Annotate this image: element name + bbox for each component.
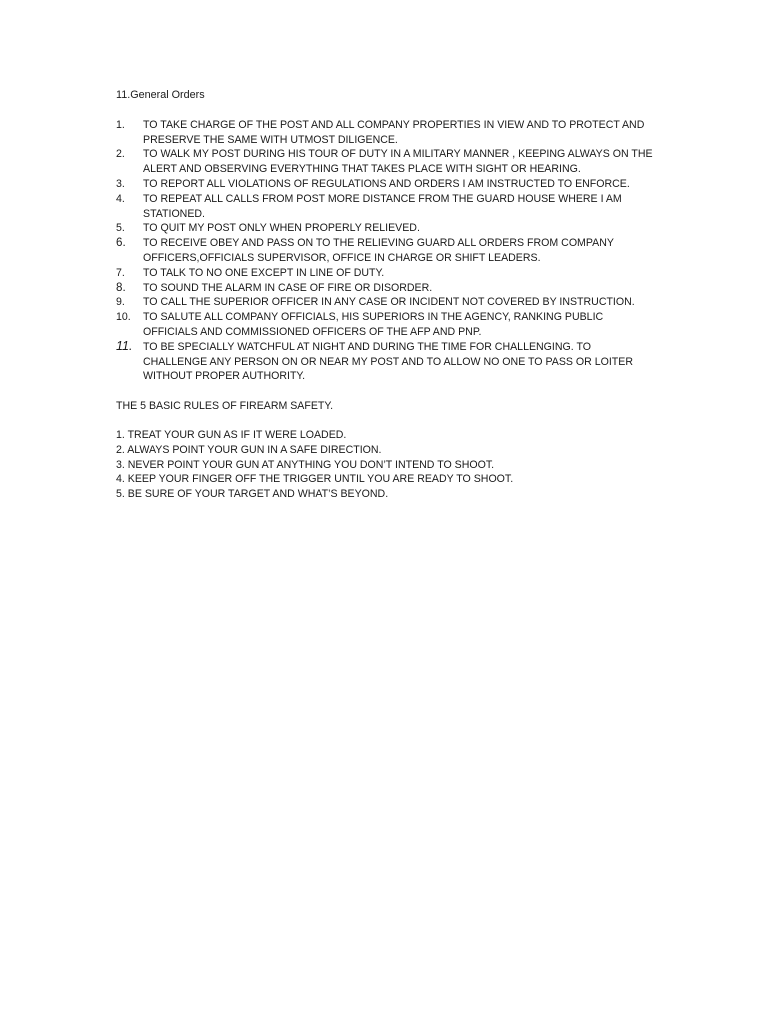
order-number: 4. [116,192,125,205]
document-body [116,88,656,502]
firearm-rule-item: 2. ALWAYS POINT YOUR GUN IN A SAFE DIRECTION. [116,443,382,456]
firearm-rule-item: 1. TREAT YOUR GUN AS IF IT WERE LOADED. [116,428,347,441]
general-order-item [116,118,656,148]
general-order-item [116,147,656,177]
order-text: TO RECEIVE OBEY AND PASS ON TO THE RELIEVING GUARD ALL ORDERS FROM COMPANY OFFICERS,OFFICIALS SUPERVISOR, OFFICE IN CHARGE OR SHIFT LEADERS. [143,237,614,264]
general-order-item [116,236,656,266]
order-number: 5. [116,222,125,235]
document-title: 11.General Orders [116,89,205,101]
order-text: TO SALUTE ALL COMPANY OFFICIALS, HIS SUPERIORS IN THE AGENCY, RANKING PUBLIC OFFICIALS AND COMMISSIONED OFFICERS OF THE AFP AND PNP. [143,311,604,338]
order-text: TO SOUND THE ALARM IN CASE OF FIRE OR DISORDER. [143,281,433,294]
order-text: TO TALK TO NO ONE EXCEPT IN LINE OF DUTY. [143,266,385,279]
firearm-rules-list [116,428,656,502]
general-order-item [116,221,656,236]
general-order-item [116,266,656,281]
order-number: 6. [116,236,126,250]
order-number: 10. [116,311,131,324]
order-text: TO QUIT MY POST ONLY WHEN PROPERLY RELIEVED. [143,222,420,235]
order-number: 1. [116,118,125,131]
order-text: TO TAKE CHARGE OF THE POST AND ALL COMPANY PROPERTIES IN VIEW AND TO PROTECT AND PRESERVE THE SAME WITH UTMOST DILIGENCE. [143,118,645,146]
firearm-rule-item: 4. KEEP YOUR FINGER OFF THE TRIGGER UNTIL YOU ARE READY TO SHOOT. [116,473,514,486]
general-order-item [116,340,656,384]
order-text: TO CALL THE SUPERIOR OFFICER IN ANY CASE OR INCIDENT NOT COVERED BY INSTRUCTION. [143,296,635,309]
order-text: TO REPEAT ALL CALLS FROM POST MORE DISTANCE FROM THE GUARD HOUSE WHERE I AM STATIONED. [143,192,622,220]
order-number: 7. [116,266,125,279]
order-number: 11. [116,338,133,353]
general-order-item [116,192,656,222]
general-order-item [116,281,656,296]
firearm-safety-heading: THE 5 BASIC RULES OF FIREARM SAFETY. [116,400,334,413]
order-number: 3. [116,177,125,190]
general-order-item [116,310,656,340]
order-text: TO WALK MY POST DURING HIS TOUR OF DUTY IN A MILITARY MANNER , KEEPING ALWAYS ON THE ALERT AND OBSERVING EVERYTHING THAT TAKES PLACE WITH SIGHT OR HEARING. [143,148,653,176]
order-number: 9. [116,296,125,309]
general-order-item [116,177,656,192]
firearm-rule-item: 3. NEVER POINT YOUR GUN AT ANYTHING YOU DON’T INTEND TO SHOOT. [116,458,495,471]
general-orders-list [116,118,656,384]
order-number: 8. [116,280,126,294]
order-text: TO BE SPECIALLY WATCHFUL AT NIGHT AND DURING THE TIME FOR CHALLENGING. TO CHALLENGE ANY PERSON ON OR NEAR MY POST AND TO ALLOW NO ONE TO PASS OR LOITER WITHOUT PROPER AUTHORITY. [143,340,633,383]
order-number: 2. [116,148,125,161]
general-order-item [116,295,656,310]
order-text: TO REPORT ALL VIOLATIONS OF REGULATIONS AND ORDERS I AM INSTRUCTED TO ENFORCE. [143,177,630,190]
firearm-rule-item: 5. BE SURE OF YOUR TARGET AND WHAT’S BEYOND. [116,488,389,501]
